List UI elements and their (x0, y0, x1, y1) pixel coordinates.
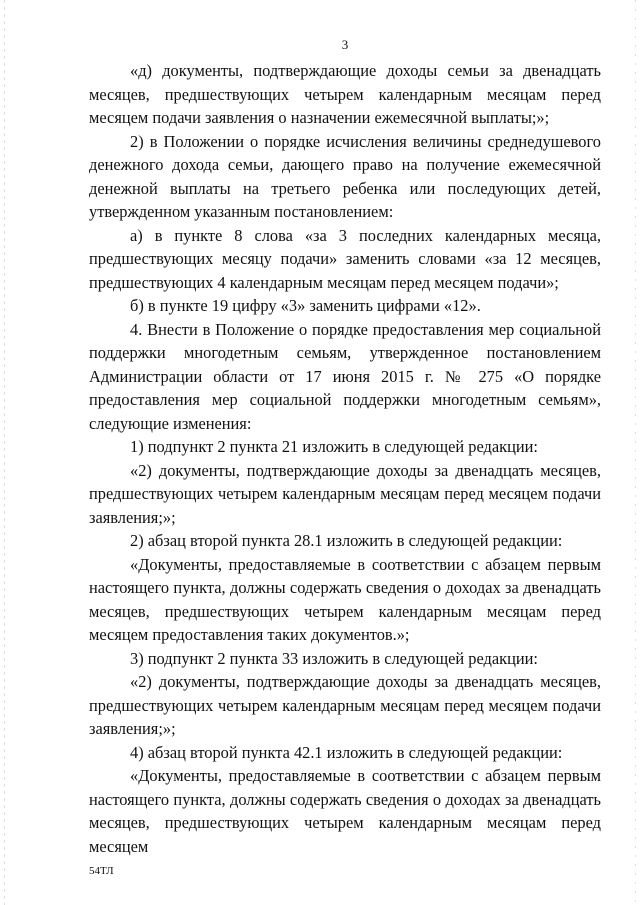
scan-edge-right (635, 0, 636, 905)
paragraph-change-4: 4) абзац второй пункта 42.1 изложить в следующей редакции: (130, 742, 563, 762)
paragraph-section-4: 4. Внести в Положение о порядке предоставления мер социальной поддержки многодетным семьям, утвержденное постановлением Администрации области от 17 июня 2015 г. № 275 «О порядке предоставления мер социальной поддержки многодетным семьям», следующие изменения: (89, 319, 601, 433)
paragraph-change-2-text: «Документы, предоставляемые в соответствии с абзацем первым настоящего пункта, должны содержать сведения о доходах за двенадцать месяцев, предшествующих четырем календарным месяцам перед месяцем предоставления таких документов.»; (89, 554, 601, 644)
paragraph-change-3-text: «2) документы, подтверждающие доходы за двенадцать месяцев, предшествующих четырем календарным месяцам перед месяцем подачи заявления;»; (89, 672, 601, 738)
document-body (89, 59, 601, 858)
paragraph-change-1-text: «2) документы, подтверждающие доходы за двенадцать месяцев, предшествующих четырем календарным месяцам перед месяцем подачи заявления;»; (89, 460, 601, 527)
paragraph-item-2b: б) в пункте 19 цифру «3» заменить цифрами «12». (130, 296, 481, 315)
paragraph-item-2a: а) в пункте 8 слова «за 3 последних календарных месяца, предшествующих месяцу подачи» заменить словами «за 12 месяцев, предшествующих 4 календарным месяцам перед месяцем подачи»; (89, 225, 601, 292)
paragraph-item-2: 2) в Положении о порядке исчисления величины среднедушевого денежного дохода семьи, дающего право на получение ежемесячной денежной выплаты на третьего ребенка или последующих детей, утвержденном указанным постановлением: (89, 131, 601, 221)
paragraph-change-1: 1) подпункт 2 пункта 21 изложить в следующей редакции: (130, 437, 538, 456)
paragraph-change-4-text: «Документы, предоставляемые в соответствии с абзацем первым настоящего пункта, должны содержать сведения о доходах за двенадцать месяцев, предшествующих четырем календарным месяцам перед месяцем (89, 766, 601, 856)
paragraph-change-3: 3) подпункт 2 пункта 33 изложить в следующей редакции: (130, 648, 538, 668)
scan-edge-left (4, 0, 5, 905)
page-number: 3 (341, 37, 349, 52)
paragraph-item-d: «д) документы, подтверждающие доходы семьи за двенадцать месяцев, предшествующих четырем календарным месяцам перед месяцем подачи заявления о назначении ежемесячной выплаты;»; (89, 61, 601, 127)
paragraph-change-2: 2) абзац второй пункта 28.1 изложить в следующей редакции: (130, 531, 563, 550)
footer-code: 54ТЛ (89, 865, 114, 877)
